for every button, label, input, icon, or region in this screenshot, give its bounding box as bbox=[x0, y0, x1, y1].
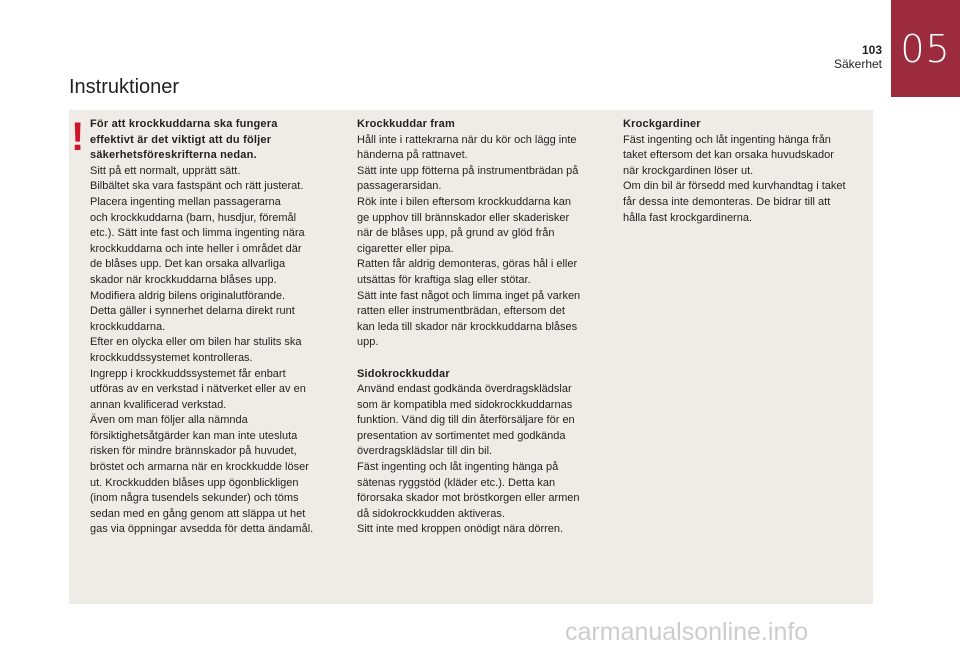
text-line: bröstet och armarna när en krockkudde löser bbox=[90, 461, 309, 474]
text-line: Håll inte i rattekrarna när du kör och lägg inte bbox=[357, 133, 577, 146]
side-airbags-heading: Sidokrockkuddar bbox=[357, 367, 450, 380]
column-warning bbox=[90, 117, 348, 538]
text-line: etc.). Sätt inte fast och limma ingenting nära bbox=[90, 227, 305, 240]
text-line: Ratten får aldrig demonteras, göras hål i eller bbox=[357, 258, 578, 271]
text-line: försiktighetsåtgärder kan man inte utesluta bbox=[90, 429, 298, 442]
text-line: kan leda till skador när krockkuddarna blåses bbox=[357, 320, 578, 333]
text-line: Om din bil är försedd med kurvhandtag i taket bbox=[623, 180, 846, 193]
curtain-airbags-heading: Krockgardiner bbox=[623, 118, 701, 130]
section-name: Säkerhet bbox=[833, 57, 882, 71]
chapter-tab: 05 bbox=[891, 0, 960, 97]
text-line: händerna på rattnavet. bbox=[357, 149, 468, 162]
text-line: Fäst ingenting och låt ingenting hänga på bbox=[357, 461, 559, 474]
text-line: hålla fast krockgardinerna. bbox=[623, 211, 753, 224]
warning-icon: ! bbox=[71, 115, 85, 159]
text-line: presentation av sortimentet med godkända bbox=[357, 429, 566, 442]
front-airbags-heading: Krockkuddar fram bbox=[357, 118, 455, 130]
text-line: när de blåses upp, på grund av glöd från bbox=[357, 227, 555, 240]
text-line: krockkuddarna. bbox=[90, 320, 166, 333]
warning-heading-line: För att krockkuddarna ska fungera bbox=[90, 118, 278, 130]
text-line: Detta gäller i synnerhet delarna direkt runt bbox=[90, 305, 295, 318]
text-line: Fäst ingenting och låt ingenting hänga från bbox=[623, 133, 831, 146]
text-line: Sitt inte med kroppen onödigt nära dörren. bbox=[357, 523, 564, 536]
text-line: (inom några tusendels sekunder) och töms bbox=[90, 492, 299, 505]
text-line: ut. Krockkudden blåses upp ögonblickligen bbox=[90, 476, 299, 489]
text-line: Sätt inte upp fötterna på instrumentbrädan på bbox=[357, 164, 579, 177]
text-line: annan kvalificerad verkstad. bbox=[90, 398, 227, 411]
text-line: utföras av en verkstad i nätverket eller av en bbox=[90, 383, 306, 396]
text-line: taket eftersom det kan orsaka huvudskador bbox=[623, 149, 834, 162]
text-line: Rök inte i bilen eftersom krockkuddarna kan bbox=[357, 195, 571, 208]
text-line: överdragsklädslar till din bil. bbox=[357, 445, 493, 458]
text-line: krockkuddssystemet kontrolleras. bbox=[90, 351, 253, 364]
text-line: när krockgardinen löser ut. bbox=[623, 164, 754, 177]
text-line: sätenas ryggstöd (kläder etc.). Detta kan bbox=[357, 476, 556, 489]
warning-heading-line: effektivt är det viktigt att du följer bbox=[90, 133, 272, 146]
text-line: ge upphov till brännskador eller skaderisker bbox=[357, 211, 570, 224]
text-line: Sätt inte fast något och limma inget på varken bbox=[357, 289, 581, 302]
text-line: Bilbältet ska vara fastspänt och rätt justerat. bbox=[90, 180, 304, 193]
text-line: Ingrepp i krockkuddssystemet får enbart bbox=[90, 367, 286, 380]
text-line: Använd endast godkända överdragsklädslar bbox=[357, 383, 572, 396]
text-line: och krockkuddarna (barn, husdjur, föremål bbox=[90, 211, 297, 224]
text-line: cigaretter eller pipa. bbox=[357, 242, 454, 255]
page-title: Instruktioner bbox=[69, 76, 180, 98]
text-line: som är kompatibla med sidokrockkuddarnas bbox=[357, 398, 573, 411]
watermark: carmanualsonline.info bbox=[565, 618, 809, 646]
paragraph-gap bbox=[357, 351, 607, 367]
text-line: Placera ingenting mellan passagerarna bbox=[90, 195, 281, 208]
text-line: passagerarsidan. bbox=[357, 180, 442, 193]
text-line: funktion. Vänd dig till din återförsäljare för en bbox=[357, 414, 575, 427]
text-line: krockkuddarna och inte heller i området där bbox=[90, 242, 302, 255]
text-line: förorsaka skador mot bröstkorgen eller armen bbox=[357, 492, 580, 505]
text-line: får dessa inte demonteras. De bidrar till att bbox=[623, 195, 831, 208]
text-line: gas via öppningar avsedda för detta ändamål. bbox=[90, 523, 314, 536]
text-line: ratten eller instrumentbrädan, eftersom det bbox=[357, 305, 565, 318]
text-line: då sidokrockkudden aktiveras. bbox=[357, 507, 505, 520]
text-line: de blåses upp. Det kan orsaka allvarliga bbox=[90, 258, 286, 271]
warning-heading-line: säkerhetsföreskrifterna nedan. bbox=[90, 149, 257, 162]
text-line: risken för mindre brännskador på huvudet, bbox=[90, 445, 297, 458]
text-line: Även om man följer alla nämnda bbox=[90, 414, 248, 427]
text-line: skador när krockkuddarna blåses upp. bbox=[90, 273, 277, 286]
text-line: Efter en olycka eller om bilen har stulits ska bbox=[90, 336, 302, 349]
column-front-airbags bbox=[357, 117, 607, 538]
text-line: sedan med en gång genom att släppa ut het bbox=[90, 507, 306, 520]
text-line: Sitt på ett normalt, upprätt sätt. bbox=[90, 164, 241, 177]
page-number: 103 bbox=[861, 43, 882, 57]
column-curtain-airbags bbox=[623, 117, 871, 226]
text-line: utsättas för kraftiga slag eller stötar. bbox=[357, 273, 531, 286]
text-line: upp. bbox=[357, 336, 379, 349]
text-line: Modifiera aldrig bilens originalutförande. bbox=[90, 289, 286, 302]
